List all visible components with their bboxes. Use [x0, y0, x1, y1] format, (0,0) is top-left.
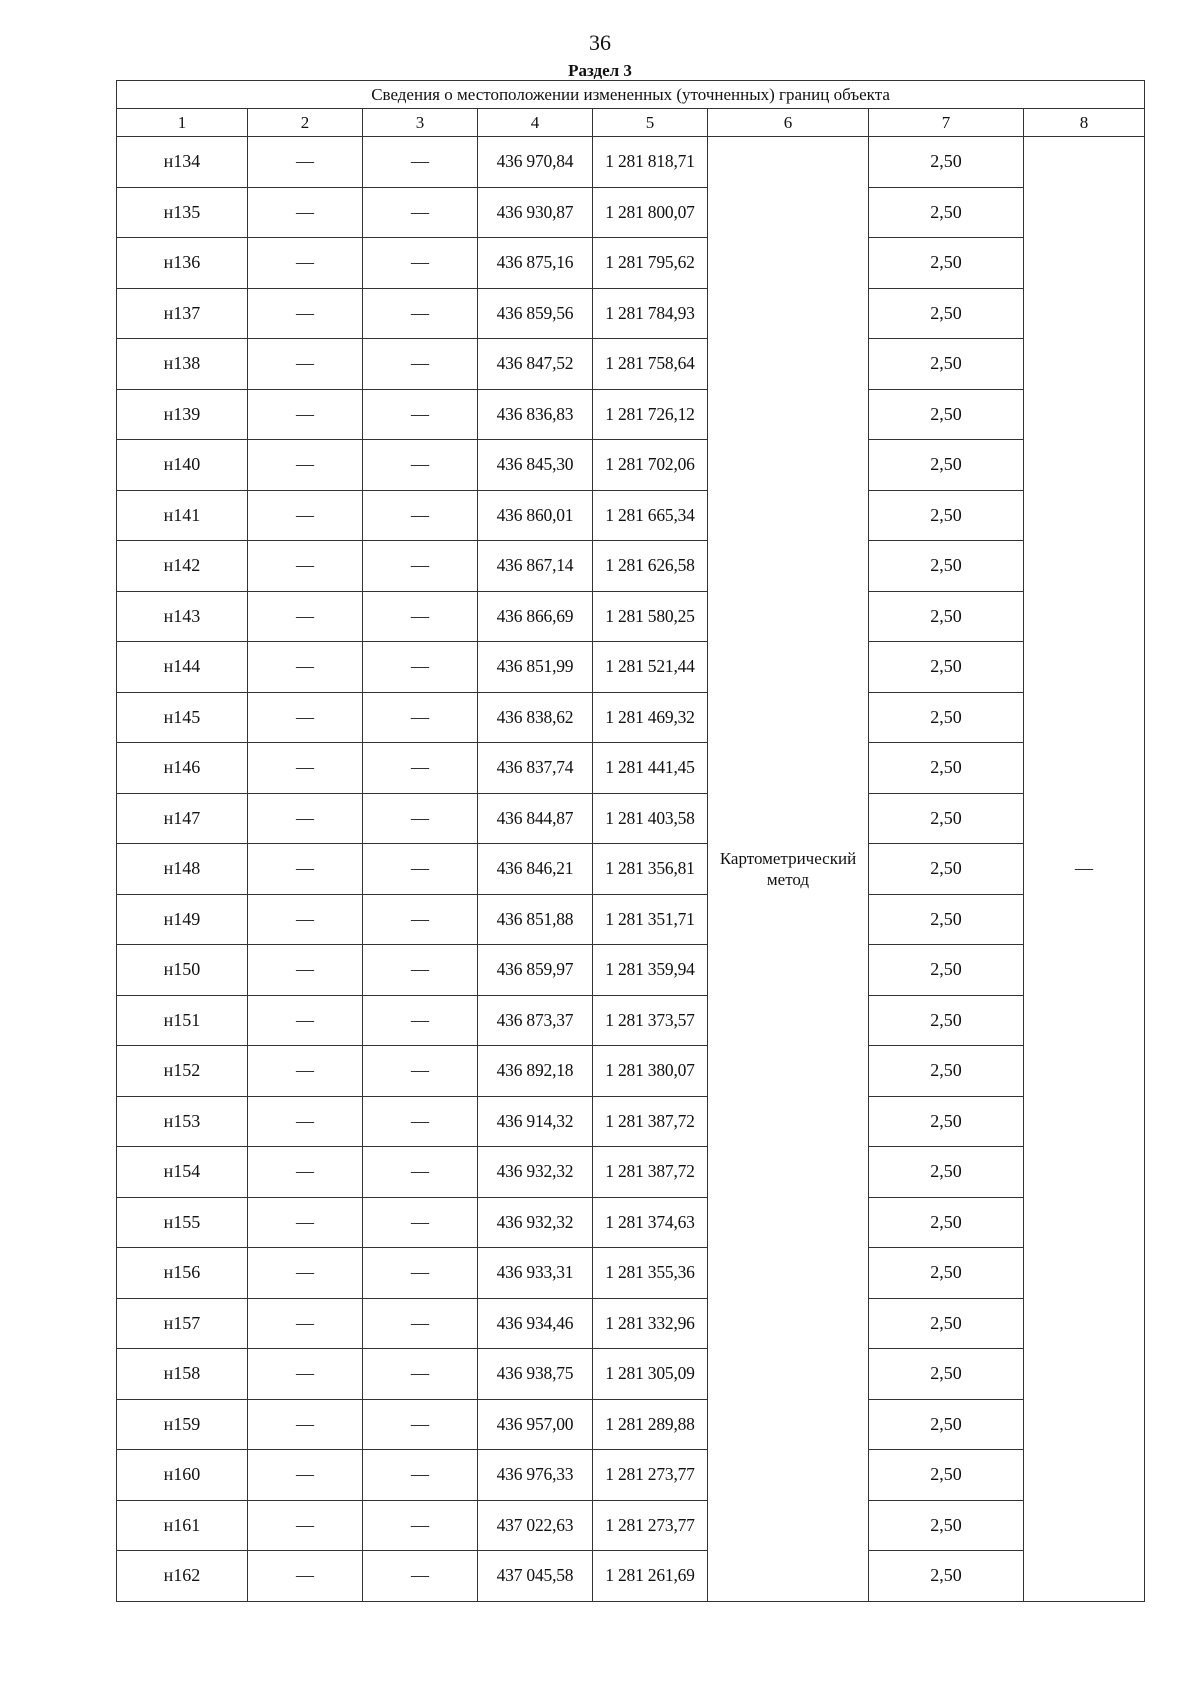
column-number-3: 3	[363, 109, 478, 137]
table-row	[117, 995, 1145, 1046]
x-coordinate-cell: 436 836,83	[478, 389, 593, 440]
point-name-cell: н158	[117, 1349, 248, 1400]
col2-cell: —	[248, 1197, 363, 1248]
accuracy-cell: 2,50	[869, 187, 1024, 238]
accuracy-cell: 2,50	[869, 339, 1024, 390]
x-coordinate-cell: 436 930,87	[478, 187, 593, 238]
column-number-6: 6	[708, 109, 869, 137]
accuracy-cell: 2,50	[869, 490, 1024, 541]
col2-cell: —	[248, 995, 363, 1046]
point-name-cell: н136	[117, 238, 248, 289]
y-coordinate-cell: 1 281 332,96	[593, 1298, 708, 1349]
col3-cell: —	[363, 389, 478, 440]
x-coordinate-cell: 436 933,31	[478, 1248, 593, 1299]
col3-cell: —	[363, 1046, 478, 1097]
y-coordinate-cell: 1 281 441,45	[593, 743, 708, 794]
col3-cell: —	[363, 490, 478, 541]
point-name-cell: н138	[117, 339, 248, 390]
col3-cell: —	[363, 591, 478, 642]
y-coordinate-cell: 1 281 351,71	[593, 894, 708, 945]
accuracy-cell: 2,50	[869, 591, 1024, 642]
x-coordinate-cell: 436 875,16	[478, 238, 593, 289]
table-row	[117, 339, 1145, 390]
accuracy-cell: 2,50	[869, 440, 1024, 491]
col3-cell: —	[363, 894, 478, 945]
table-row	[117, 440, 1145, 491]
table-row	[117, 1096, 1145, 1147]
table-row	[117, 1046, 1145, 1097]
y-coordinate-cell: 1 281 374,63	[593, 1197, 708, 1248]
table-row	[117, 1248, 1145, 1299]
col2-cell: —	[248, 490, 363, 541]
col3-cell: —	[363, 288, 478, 339]
point-name-cell: н156	[117, 1248, 248, 1299]
table-body	[117, 137, 1145, 1602]
col3-cell: —	[363, 1147, 478, 1198]
y-coordinate-cell: 1 281 289,88	[593, 1399, 708, 1450]
col3-cell: —	[363, 1248, 478, 1299]
x-coordinate-cell: 436 859,97	[478, 945, 593, 996]
col3-cell: —	[363, 1096, 478, 1147]
x-coordinate-cell: 436 914,32	[478, 1096, 593, 1147]
point-name-cell: н134	[117, 137, 248, 188]
col3-cell: —	[363, 995, 478, 1046]
point-name-cell: н141	[117, 490, 248, 541]
col2-cell: —	[248, 1399, 363, 1450]
y-coordinate-cell: 1 281 356,81	[593, 844, 708, 895]
accuracy-cell: 2,50	[869, 541, 1024, 592]
y-coordinate-cell: 1 281 403,58	[593, 793, 708, 844]
x-coordinate-cell: 436 867,14	[478, 541, 593, 592]
table-row	[117, 288, 1145, 339]
x-coordinate-cell: 436 932,32	[478, 1147, 593, 1198]
method-cell: Картометрический метод	[708, 137, 869, 1602]
col2-cell: —	[248, 1450, 363, 1501]
table-row	[117, 844, 1145, 895]
accuracy-cell: 2,50	[869, 1298, 1024, 1349]
point-name-cell: н150	[117, 945, 248, 996]
accuracy-cell: 2,50	[869, 743, 1024, 794]
x-coordinate-cell: 436 847,52	[478, 339, 593, 390]
table-row	[117, 187, 1145, 238]
accuracy-cell: 2,50	[869, 1197, 1024, 1248]
col2-cell: —	[248, 1248, 363, 1299]
col3-cell: —	[363, 1399, 478, 1450]
accuracy-cell: 2,50	[869, 1147, 1024, 1198]
accuracy-cell: 2,50	[869, 1551, 1024, 1602]
accuracy-cell: 2,50	[869, 1248, 1024, 1299]
col3-cell: —	[363, 1551, 478, 1602]
boundary-coordinates-table	[116, 80, 1145, 1602]
column-number-1: 1	[117, 109, 248, 137]
x-coordinate-cell: 436 866,69	[478, 591, 593, 642]
accuracy-cell: 2,50	[869, 1349, 1024, 1400]
x-coordinate-cell: 436 860,01	[478, 490, 593, 541]
table-row	[117, 490, 1145, 541]
y-coordinate-cell: 1 281 359,94	[593, 945, 708, 996]
col3-cell: —	[363, 541, 478, 592]
x-coordinate-cell: 436 938,75	[478, 1349, 593, 1400]
y-coordinate-cell: 1 281 818,71	[593, 137, 708, 188]
col3-cell: —	[363, 793, 478, 844]
x-coordinate-cell: 437 045,58	[478, 1551, 593, 1602]
y-coordinate-cell: 1 281 800,07	[593, 187, 708, 238]
col3-cell: —	[363, 1298, 478, 1349]
y-coordinate-cell: 1 281 665,34	[593, 490, 708, 541]
x-coordinate-cell: 436 957,00	[478, 1399, 593, 1450]
point-name-cell: н161	[117, 1500, 248, 1551]
x-coordinate-cell: 436 837,74	[478, 743, 593, 794]
point-name-cell: н157	[117, 1298, 248, 1349]
column-number-8: 8	[1024, 109, 1145, 137]
col3-cell: —	[363, 1450, 478, 1501]
accuracy-cell: 2,50	[869, 692, 1024, 743]
point-name-cell: н135	[117, 187, 248, 238]
table-caption: Сведения о местоположении измененных (уточненных) границ объекта	[117, 81, 1145, 109]
point-name-cell: н160	[117, 1450, 248, 1501]
column-number-4: 4	[478, 109, 593, 137]
point-name-cell: н148	[117, 844, 248, 895]
y-coordinate-cell: 1 281 469,32	[593, 692, 708, 743]
section-title: Раздел 3	[568, 61, 632, 80]
col3-cell: —	[363, 187, 478, 238]
table-row	[117, 137, 1145, 188]
col2-cell: —	[248, 591, 363, 642]
col2-cell: —	[248, 692, 363, 743]
col3-cell: —	[363, 844, 478, 895]
col3-cell: —	[363, 1197, 478, 1248]
column-number-5: 5	[593, 109, 708, 137]
table-row	[117, 945, 1145, 996]
y-coordinate-cell: 1 281 387,72	[593, 1096, 708, 1147]
point-name-cell: н162	[117, 1551, 248, 1602]
col2-cell: —	[248, 1046, 363, 1097]
x-coordinate-cell: 436 859,56	[478, 288, 593, 339]
accuracy-cell: 2,50	[869, 642, 1024, 693]
col2-cell: —	[248, 743, 363, 794]
y-coordinate-cell: 1 281 373,57	[593, 995, 708, 1046]
y-coordinate-cell: 1 281 273,77	[593, 1450, 708, 1501]
x-coordinate-cell: 436 844,87	[478, 793, 593, 844]
col2-cell: —	[248, 1096, 363, 1147]
accuracy-cell: 2,50	[869, 137, 1024, 188]
y-coordinate-cell: 1 281 726,12	[593, 389, 708, 440]
x-coordinate-cell: 436 873,37	[478, 995, 593, 1046]
y-coordinate-cell: 1 281 758,64	[593, 339, 708, 390]
point-name-cell: н143	[117, 591, 248, 642]
col2-cell: —	[248, 238, 363, 289]
y-coordinate-cell: 1 281 795,62	[593, 238, 708, 289]
point-name-cell: н155	[117, 1197, 248, 1248]
col3-cell: —	[363, 743, 478, 794]
table-row	[117, 1147, 1145, 1198]
accuracy-cell: 2,50	[869, 1096, 1024, 1147]
col2-cell: —	[248, 894, 363, 945]
col2-cell: —	[248, 137, 363, 188]
table-row	[117, 238, 1145, 289]
page-number: 36	[589, 30, 611, 55]
y-coordinate-cell: 1 281 580,25	[593, 591, 708, 642]
col2-cell: —	[248, 1551, 363, 1602]
x-coordinate-cell: 436 932,32	[478, 1197, 593, 1248]
col2-cell: —	[248, 945, 363, 996]
col2-cell: —	[248, 541, 363, 592]
accuracy-cell: 2,50	[869, 1046, 1024, 1097]
table-row	[117, 541, 1145, 592]
x-coordinate-cell: 436 976,33	[478, 1450, 593, 1501]
y-coordinate-cell: 1 281 305,09	[593, 1349, 708, 1400]
col2-cell: —	[248, 1298, 363, 1349]
column-number-row	[117, 109, 1145, 137]
col2-cell: —	[248, 844, 363, 895]
table-row	[117, 743, 1145, 794]
point-name-cell: н159	[117, 1399, 248, 1450]
accuracy-cell: 2,50	[869, 1399, 1024, 1450]
y-coordinate-cell: 1 281 387,72	[593, 1147, 708, 1198]
column-number-2: 2	[248, 109, 363, 137]
x-coordinate-cell: 436 970,84	[478, 137, 593, 188]
y-coordinate-cell: 1 281 784,93	[593, 288, 708, 339]
col2-cell: —	[248, 339, 363, 390]
accuracy-cell: 2,50	[869, 389, 1024, 440]
point-name-cell: н146	[117, 743, 248, 794]
x-coordinate-cell: 436 851,99	[478, 642, 593, 693]
table-row	[117, 1399, 1145, 1450]
table-row	[117, 1551, 1145, 1602]
col2-cell: —	[248, 288, 363, 339]
col2-cell: —	[248, 1500, 363, 1551]
point-name-cell: н145	[117, 692, 248, 743]
col3-cell: —	[363, 1349, 478, 1400]
x-coordinate-cell: 436 892,18	[478, 1046, 593, 1097]
table-row	[117, 389, 1145, 440]
table-row	[117, 1197, 1145, 1248]
y-coordinate-cell: 1 281 380,07	[593, 1046, 708, 1097]
accuracy-cell: 2,50	[869, 844, 1024, 895]
accuracy-cell: 2,50	[869, 238, 1024, 289]
y-coordinate-cell: 1 281 626,58	[593, 541, 708, 592]
y-coordinate-cell: 1 281 355,36	[593, 1248, 708, 1299]
accuracy-cell: 2,50	[869, 995, 1024, 1046]
col3-cell: —	[363, 137, 478, 188]
col3-cell: —	[363, 440, 478, 491]
point-name-cell: н139	[117, 389, 248, 440]
point-name-cell: н144	[117, 642, 248, 693]
col2-cell: —	[248, 1147, 363, 1198]
col3-cell: —	[363, 642, 478, 693]
table-row	[117, 1298, 1145, 1349]
point-name-cell: н142	[117, 541, 248, 592]
col3-cell: —	[363, 339, 478, 390]
point-name-cell: н137	[117, 288, 248, 339]
col2-cell: —	[248, 389, 363, 440]
point-name-cell: н140	[117, 440, 248, 491]
accuracy-cell: 2,50	[869, 288, 1024, 339]
y-coordinate-cell: 1 281 261,69	[593, 1551, 708, 1602]
col2-cell: —	[248, 642, 363, 693]
column-number-7: 7	[869, 109, 1024, 137]
table-row	[117, 793, 1145, 844]
col2-cell: —	[248, 793, 363, 844]
accuracy-cell: 2,50	[869, 1500, 1024, 1551]
point-name-cell: н151	[117, 995, 248, 1046]
table-row	[117, 1349, 1145, 1400]
accuracy-cell: 2,50	[869, 793, 1024, 844]
x-coordinate-cell: 436 851,88	[478, 894, 593, 945]
table-row	[117, 692, 1145, 743]
col3-cell: —	[363, 238, 478, 289]
col3-cell: —	[363, 1500, 478, 1551]
col3-cell: —	[363, 692, 478, 743]
y-coordinate-cell: 1 281 273,77	[593, 1500, 708, 1551]
table-row	[117, 1450, 1145, 1501]
table-row	[117, 642, 1145, 693]
col8-cell: —	[1024, 137, 1145, 1602]
x-coordinate-cell: 436 838,62	[478, 692, 593, 743]
point-name-cell: н147	[117, 793, 248, 844]
point-name-cell: н149	[117, 894, 248, 945]
accuracy-cell: 2,50	[869, 1450, 1024, 1501]
point-name-cell: н153	[117, 1096, 248, 1147]
x-coordinate-cell: 437 022,63	[478, 1500, 593, 1551]
table-row	[117, 591, 1145, 642]
accuracy-cell: 2,50	[869, 945, 1024, 996]
accuracy-cell: 2,50	[869, 894, 1024, 945]
x-coordinate-cell: 436 845,30	[478, 440, 593, 491]
col2-cell: —	[248, 1349, 363, 1400]
col2-cell: —	[248, 440, 363, 491]
table-row	[117, 894, 1145, 945]
point-name-cell: н154	[117, 1147, 248, 1198]
y-coordinate-cell: 1 281 702,06	[593, 440, 708, 491]
x-coordinate-cell: 436 934,46	[478, 1298, 593, 1349]
x-coordinate-cell: 436 846,21	[478, 844, 593, 895]
col2-cell: —	[248, 187, 363, 238]
col3-cell: —	[363, 945, 478, 996]
y-coordinate-cell: 1 281 521,44	[593, 642, 708, 693]
point-name-cell: н152	[117, 1046, 248, 1097]
table-row	[117, 1500, 1145, 1551]
